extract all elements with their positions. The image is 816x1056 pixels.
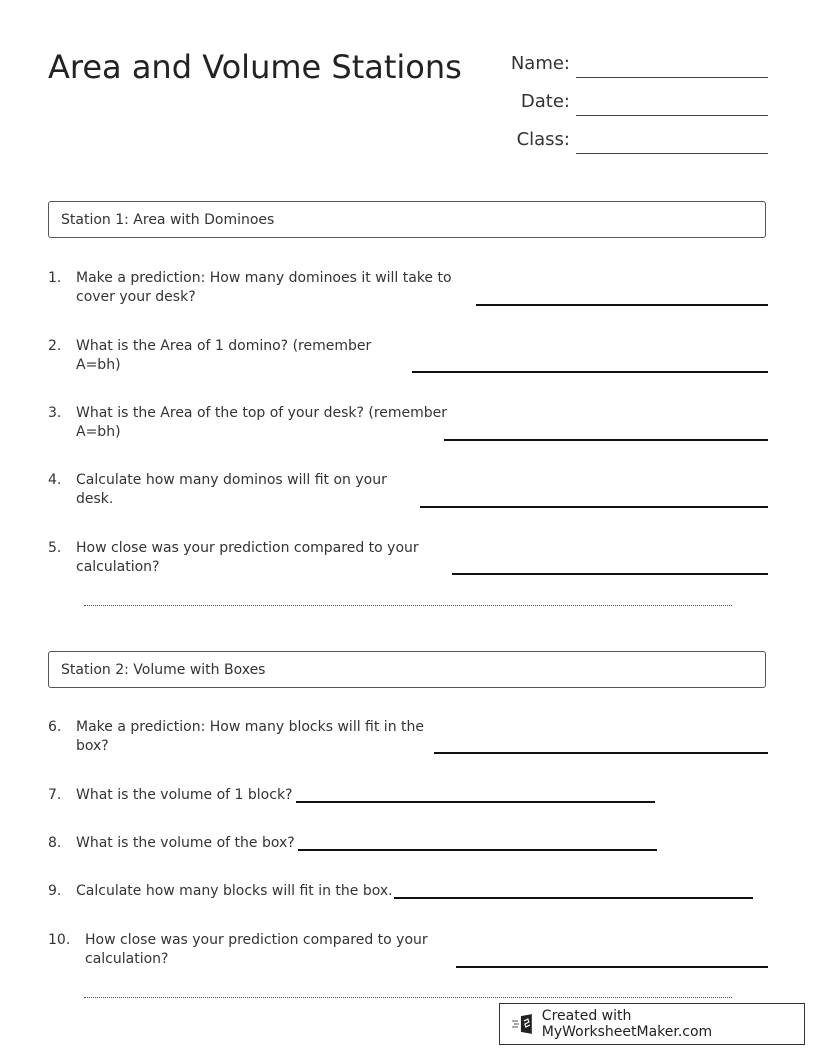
answer-line-2[interactable] (412, 371, 768, 373)
class-field[interactable] (490, 124, 768, 154)
question-number: 7. (48, 787, 62, 803)
question-text: What is the Area of 1 domino? (remember A=bh) (76, 338, 372, 373)
question-number: 1. (48, 270, 62, 286)
question-number: 5. (48, 540, 62, 556)
question-text: How close was your prediction compared to your calculation? (85, 932, 428, 967)
date-label: Date: (520, 91, 570, 112)
section-divider (84, 997, 732, 998)
answer-line-10[interactable] (456, 966, 768, 968)
question-text: Make a prediction: How many blocks will fit in the box? (76, 719, 424, 754)
question-text: What is the volume of 1 block? (76, 787, 293, 803)
answer-line-7[interactable] (296, 801, 655, 803)
date-field[interactable] (490, 86, 768, 116)
class-label: Class: (516, 129, 570, 150)
section-divider (84, 605, 732, 606)
answer-line-8[interactable] (298, 849, 657, 851)
answer-line-4[interactable] (420, 506, 768, 508)
answer-line-5[interactable] (452, 573, 768, 575)
question-number: 10. (48, 932, 71, 948)
question-number: 4. (48, 472, 62, 488)
question-text: Calculate how many dominos will fit on your desk. (76, 472, 387, 507)
station-2-header (48, 651, 766, 688)
station-1-header (48, 201, 766, 238)
question-text: Calculate how many blocks will fit in the box. (76, 883, 393, 899)
name-label: Name: (510, 53, 570, 74)
question-text: What is the Area of the top of your desk? (remember A=bh) (76, 405, 448, 440)
question-number: 3. (48, 405, 62, 421)
created-with-text: Created with MyWorksheetMaker.com (541, 1008, 713, 1040)
worksheet-maker-logo-icon (512, 1013, 536, 1035)
question-number: 8. (48, 835, 62, 851)
class-input-line[interactable] (576, 153, 768, 154)
answer-line-9[interactable] (394, 897, 753, 899)
question-number: 2. (48, 338, 62, 354)
question-text: What is the volume of the box? (76, 835, 295, 851)
name-field[interactable] (490, 48, 768, 78)
question-number: 6. (48, 719, 62, 735)
answer-line-1[interactable] (476, 304, 768, 306)
answer-line-3[interactable] (444, 439, 768, 441)
question-text: Make a prediction: How many dominoes it will take to cover your desk? (76, 270, 452, 305)
created-with-badge[interactable] (499, 1003, 805, 1045)
page-title: Area and Volume Stations (48, 48, 462, 86)
station-1-title: Station 1: Area with Dominoes (61, 212, 275, 228)
name-input-line[interactable] (576, 77, 768, 78)
answer-line-6[interactable] (434, 752, 768, 754)
station-2-title: Station 2: Volume with Boxes (61, 662, 266, 678)
question-text: How close was your prediction compared to your calculation? (76, 540, 419, 575)
date-input-line[interactable] (576, 115, 768, 116)
question-number: 9. (48, 883, 62, 899)
